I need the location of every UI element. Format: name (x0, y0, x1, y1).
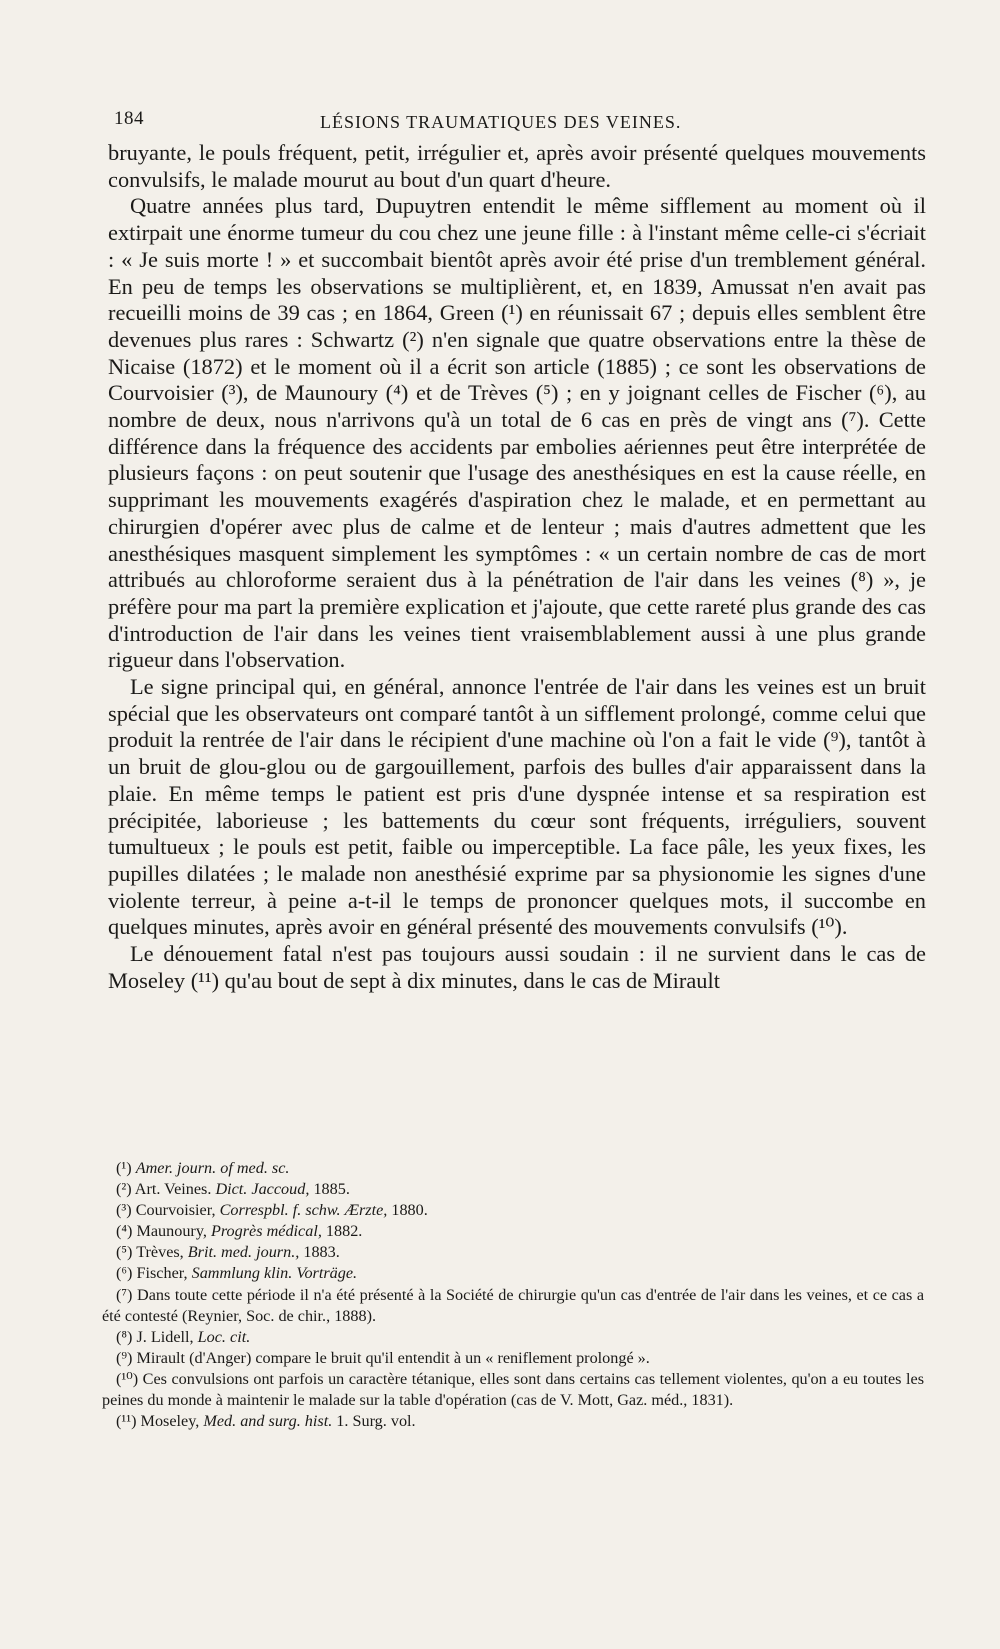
footnote (102, 1179, 924, 1200)
footnote-mark: (⁹) (116, 1348, 133, 1367)
footnote-author: Fischer, (136, 1264, 188, 1283)
footnote (102, 1242, 924, 1263)
footnote-mark: (¹) (116, 1159, 132, 1177)
footnote-year: 1885. (313, 1180, 350, 1199)
footnote (102, 1285, 924, 1327)
footnote-text: Ces convulsions ont parfois un caractère tétanique, elles sont dans certains cas tellement violentes, qu'on a eu toutes les peines du monde à maintenir le malade sur la table d'opération (cas de V. Mott, Gaz. méd., 1831). (102, 1369, 925, 1410)
footnote-mark: (²) (116, 1180, 132, 1199)
running-title: LÉSIONS TRAUMATIQUES DES VEINES. (320, 112, 682, 132)
footnote (102, 1327, 924, 1348)
footnote-text: Mirault (d'Anger) compare le bruit qu'il entendit à un « reniflement prolongé ». (136, 1348, 650, 1367)
footnote-author: Art. Veines. (134, 1180, 212, 1199)
footnote-author: Moseley, (140, 1412, 200, 1431)
footnote (102, 1263, 924, 1284)
footnote-author: J. Lidell, (136, 1327, 194, 1346)
footnote-mark: (⁵) (116, 1243, 133, 1262)
body-text (108, 140, 926, 995)
footnotes (102, 1158, 924, 1432)
running-head (114, 108, 730, 138)
footnote-work: Sammlung klin. Vorträge. (191, 1264, 358, 1283)
footnote-author: Maunoury, (136, 1222, 207, 1241)
footnote-mark: (⁴) (116, 1222, 133, 1241)
footnote-mark: (⁸) (116, 1327, 133, 1346)
paragraph: bruyante, le pouls fréquent, petit, irrégulier et, après avoir présenté quelques mouvements convulsifs, le malade mourut au bout d'un quart d'heure. (108, 140, 926, 192)
footnote-author: Trèves, (136, 1243, 184, 1262)
footnote (102, 1369, 924, 1411)
footnote-work: Progrès médical, (210, 1222, 322, 1241)
footnote-mark: (³) (116, 1201, 132, 1220)
page-number: 184 (114, 108, 144, 129)
footnote-mark: (⁶) (116, 1264, 133, 1283)
paragraph: Le signe principal qui, en général, annonce l'entrée de l'air dans les veines est un bruit spécial que les observateurs ont comparé tantôt à un sifflement prolongé, comme celui que produit la rentrée de l'air dans le récipient d'une machine où l'on a fait le vide (⁹), tantôt à un bruit de glou-glou ou de gargouillement, parfois des bulles d'air apparaissent dans la plaie. En même temps le patient est pris d'une dyspnée intense et sa respiration est précipitée, laborieuse ; les battements du cœur sont fréquents, irréguliers, souvent tumultueux ; le pouls est petit, faible ou imperceptible. La face pâle, les yeux fixes, les pupilles dilatées ; le malade non anesthésié exprime par sa physionomie les signes d'une violente terreur, à peine a-t-il le temps de prononcer quelques mots, il succombe en quelques minutes, après avoir en général présenté des mouvements convulsifs (¹⁰). (108, 674, 926, 940)
paragraph: Quatre années plus tard, Dupuytren entendit le même sifflement au moment où il extirpait une énorme tumeur du cou chez une jeune fille : à l'instant même celle-ci s'écriait : « Je suis morte ! » et succombait bientôt après avoir été prise d'un tremblement général. En peu de temps les observations se multiplièrent, et, en 1839, Amussat n'en avait pas recueilli moins de 39 cas ; en 1864, Green (¹) en réunissait 67 ; depuis elles semblent être devenues plus rares : Schwartz (²) n'en signale que quatre observations entre la thèse de Nicaise (1872) et le moment où il a écrit son article (1885) ; ce sont les observations de Courvoisier (³), de Maunoury (⁴) et de Trèves (⁵) ; en y joignant celles de Fischer (⁶), au nombre de deux, nous n'arrivons qu'à un total de 6 cas en près de vingt ans (⁷). Cette différence dans la fréquence des accidents par embolies aériennes peut être interprétée de plusieurs façons : on peut soutenir que l'usage des anesthésiques en est la cause réelle, en supprimant les mouvements exagérés d'aspiration chez le malade, et en permettant au chirurgien d'opérer avec plus de calme et de lenteur ; mais d'autres admettent que les anesthésiques masquent simplement les symptômes : « un certain nombre de cas de mort attribués au chloroforme seraient dus à la pénétration de l'air dans les veines (⁸) », je préfère pour ma part la première explication et j'ajoute, que cette rareté plus grande des cas d'introduction de l'air dans les veines tient vraisemblablement aussi à une plus grande rigueur dans l'observation. (108, 193, 926, 673)
footnote-mark: (¹¹) (116, 1412, 137, 1431)
footnote-year: 1882. (325, 1222, 363, 1241)
footnote (102, 1200, 924, 1221)
footnote-author: Courvoisier, (135, 1201, 216, 1220)
footnote-mark: (¹⁰) (116, 1369, 139, 1388)
footnote-work: Amer. journ. of med. sc. (135, 1159, 290, 1177)
footnote-work: Loc. cit. (197, 1327, 251, 1346)
footnote-year: 1880. (391, 1201, 428, 1220)
footnote-text: Dans toute cette période il n'a été présenté à la Société de chirurgie qu'un cas d'entrée de l'air dans les veines, et ce cas a été contesté (Reynier, Soc. de chir., 1888). (102, 1285, 925, 1325)
footnote-work: Dict. Jaccoud, (215, 1180, 310, 1199)
footnote-work: Correspbl. f. schw. Ærzte, (219, 1201, 388, 1220)
footnote (102, 1158, 924, 1179)
footnote-year: 1883. (303, 1243, 340, 1262)
footnote-volume: 1. Surg. vol. (336, 1412, 416, 1431)
footnote (102, 1348, 924, 1369)
paragraph: Le dénouement fatal n'est pas toujours aussi soudain : il ne survient dans le cas de Moseley (¹¹) qu'au bout de sept à dix minutes, dans le cas de Mirault (108, 941, 926, 993)
footnote-work: Brit. med. journ., (187, 1243, 300, 1262)
footnote (102, 1411, 924, 1432)
footnote-mark: (⁷) (116, 1285, 133, 1304)
footnote-work: Med. and surg. hist. (203, 1412, 333, 1431)
footnote (102, 1221, 924, 1242)
